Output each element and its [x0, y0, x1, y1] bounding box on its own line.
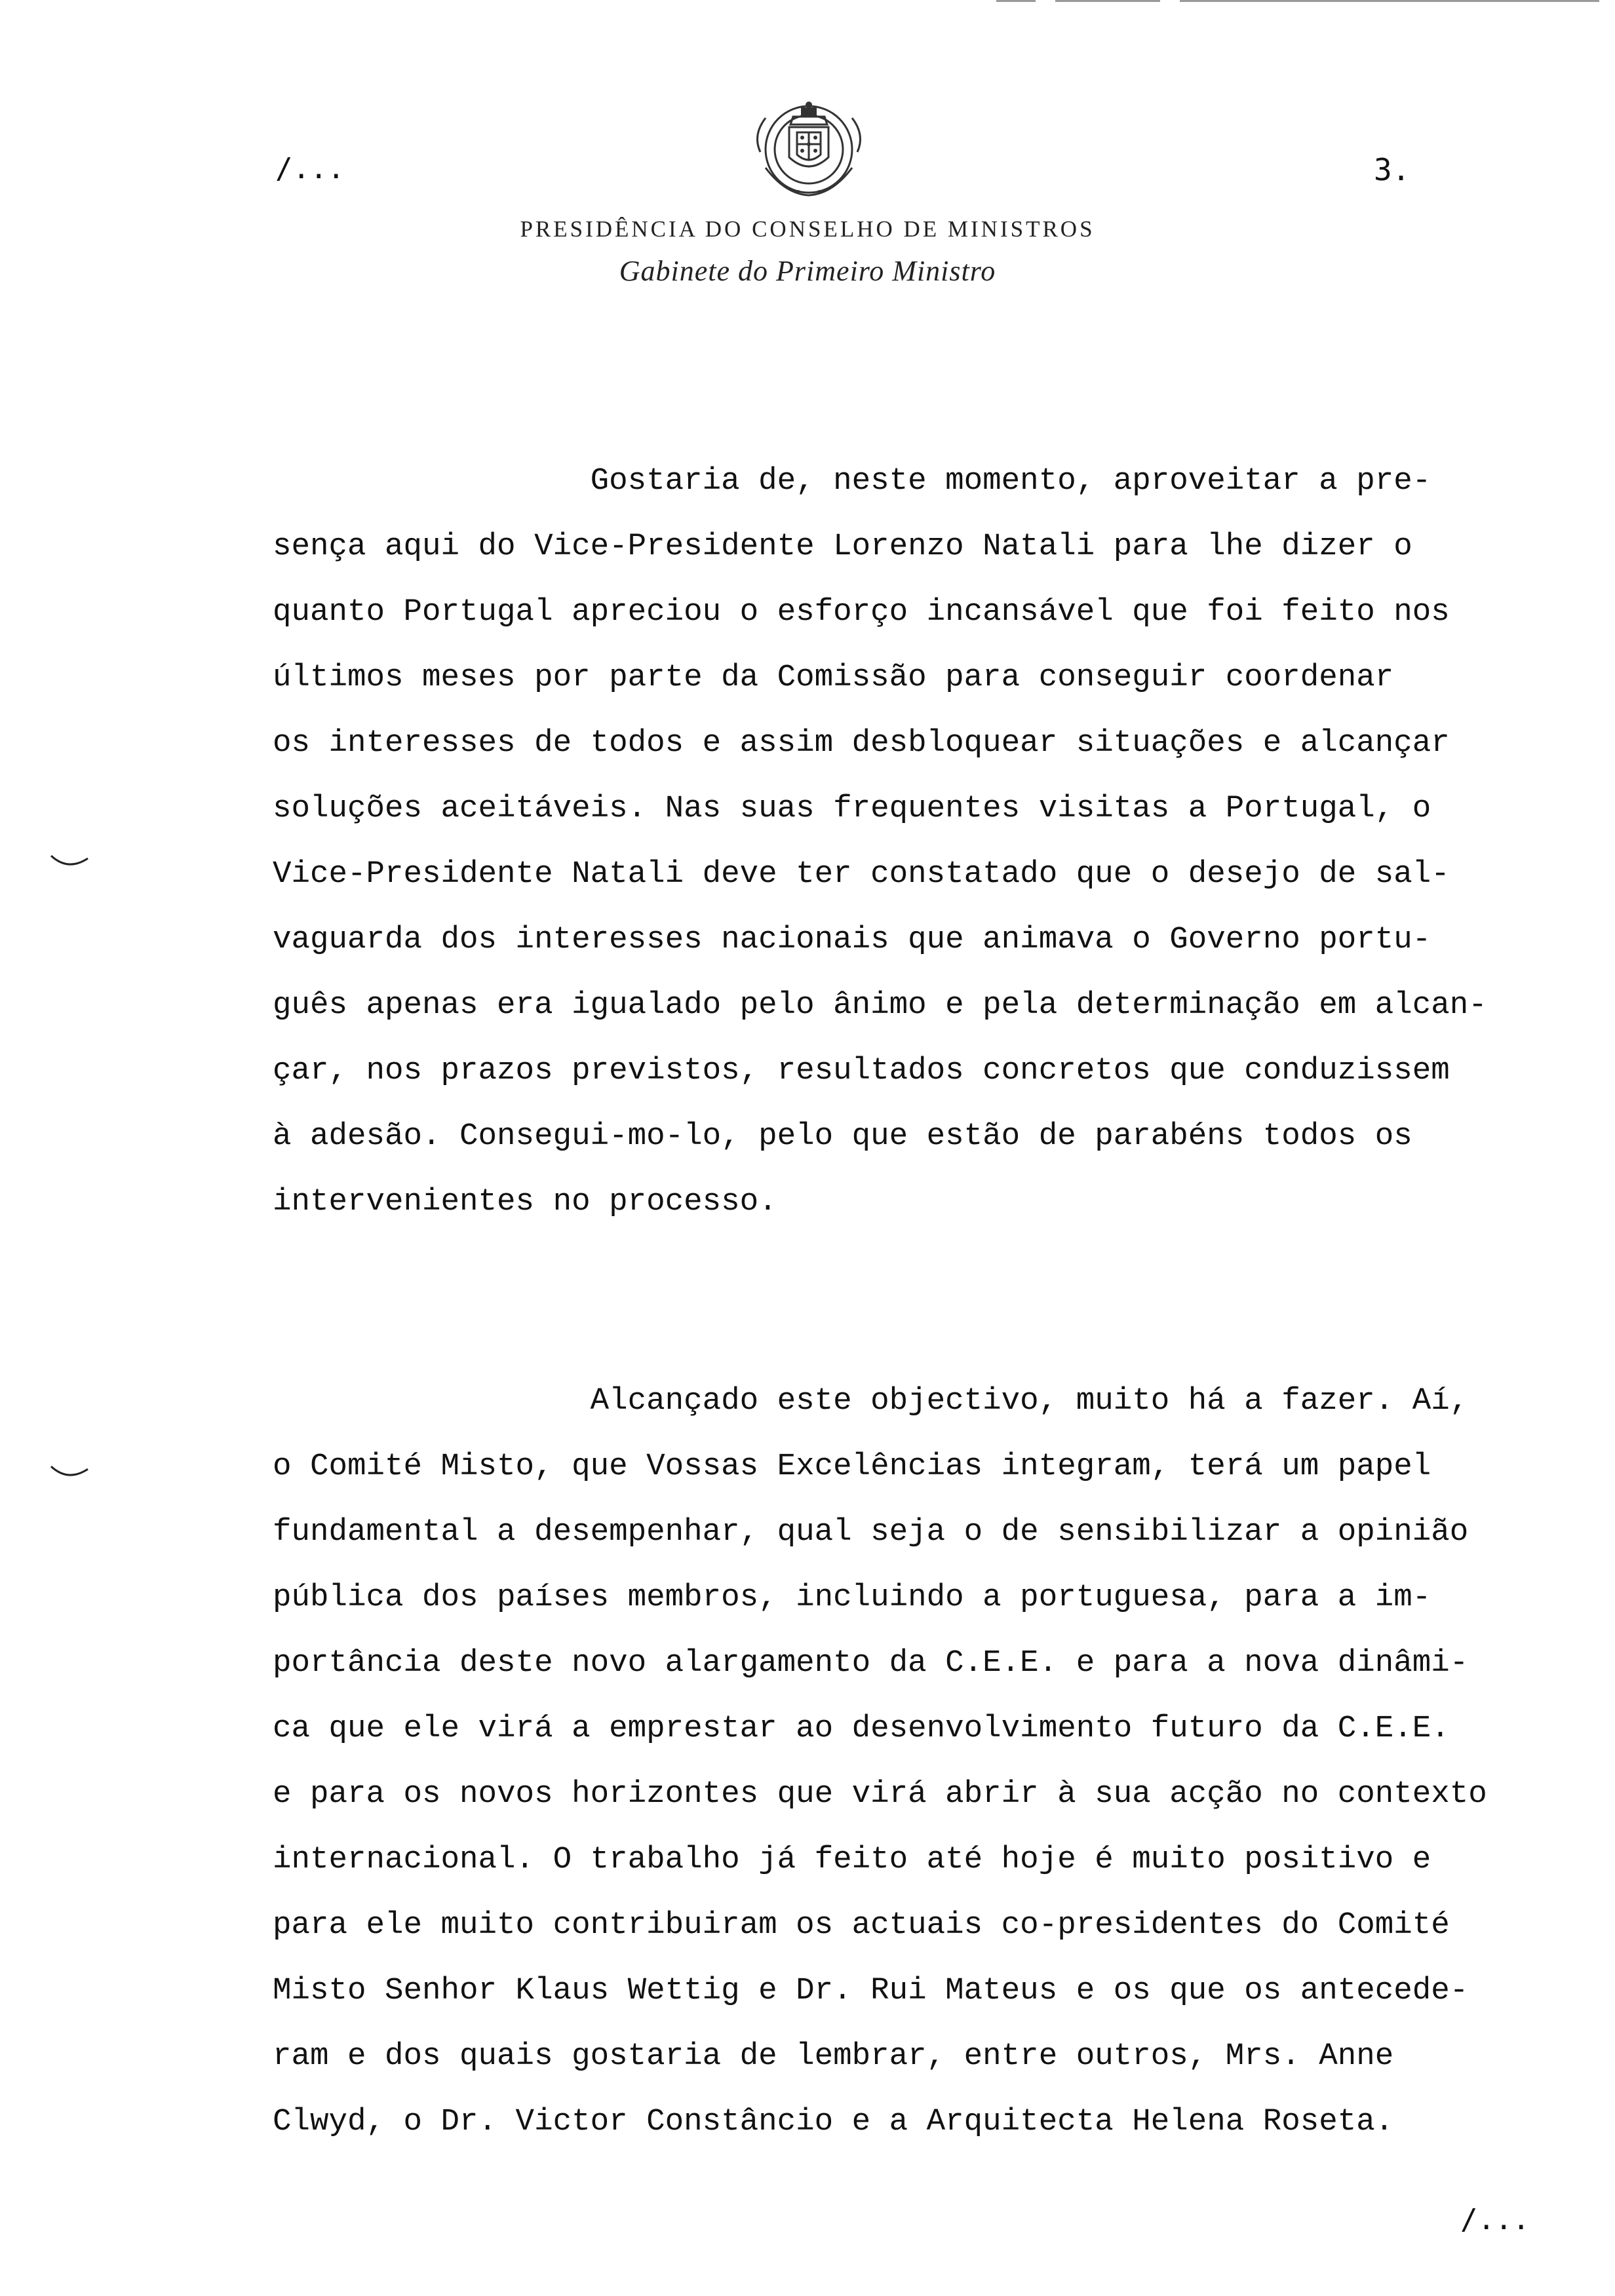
text-line: portância deste novo alargamento da C.E.E. e para a nova dinâmi-	[273, 1645, 1469, 1681]
text-line: Alcançado este objectivo, muito há a fazer. Aí,	[273, 1383, 1469, 1419]
text-line: o Comité Misto, que Vossas Excelências integram, terá um papel	[273, 1449, 1431, 1484]
text-line: vaguarda dos interesses nacionais que animava o Governo portu-	[273, 922, 1431, 957]
paragraph-2	[273, 1368, 1557, 2154]
text-line: à adesão. Consegui-mo-lo, pelo que estão de parabéns todos os	[273, 1119, 1412, 1154]
text-line: fundamental a desempenhar, qual seja o de sensibilizar a opinião	[273, 1514, 1469, 1550]
text-line: últimos meses por parte da Comissão para conseguir coordenar	[273, 660, 1394, 695]
scan-artifact-line	[996, 0, 1036, 2]
page-number: 3.	[1374, 152, 1411, 187]
office-heading: PRESIDÊNCIA DO CONSELHO DE MINISTROS	[520, 216, 1095, 242]
cabinet-subheading: Gabinete do Primeiro Ministro	[619, 255, 996, 287]
text-line: çar, nos prazos previstos, resultados concretos que conduzissem	[273, 1053, 1450, 1088]
text-line: Clwyd, o Dr. Victor Constâncio e a Arquitecta Helena Roseta.	[273, 2104, 1394, 2139]
scan-artifact-line	[1180, 0, 1599, 2]
text-line: Misto Senhor Klaus Wettig e Dr. Rui Mateus e os que os antecede-	[273, 1973, 1469, 2008]
text-line: internacional. O trabalho já feito até hoje é muito positivo e	[273, 1842, 1431, 1877]
text-line: soluções aceitáveis. Nas suas frequentes visitas a Portugal, o	[273, 791, 1431, 826]
coat-of-arms-seal-icon	[746, 89, 872, 208]
scan-artifact-line	[1055, 0, 1160, 2]
text-line: quanto Portugal apreciou o esforço incansável que foi feito nos	[273, 594, 1450, 630]
text-line: ram e dos quais gostaria de lembrar, entre outros, Mrs. Anne	[273, 2038, 1394, 2074]
text-line: guês apenas era igualado pelo ânimo e pela determinação em alcan-	[273, 987, 1487, 1023]
paragraph-1	[273, 448, 1557, 1234]
text-line: intervenientes no processo.	[273, 1184, 777, 1219]
text-line: sença aqui do Vice-Presidente Lorenzo Natali para lhe dizer o	[273, 529, 1412, 564]
text-line: pública dos países membros, incluindo a portuguesa, para a im-	[273, 1580, 1431, 1615]
text-line: e para os novos horizontes que virá abrir à sua acção no contexto	[273, 1776, 1487, 1812]
continuation-mark-bottom: /...	[1460, 2203, 1530, 2236]
text-line: os interesses de todos e assim desbloquear situações e alcançar	[273, 725, 1450, 761]
margin-tick-mark	[49, 852, 90, 871]
margin-tick-mark	[49, 1463, 90, 1482]
text-line: Gostaria de, neste momento, aproveitar a pre-	[273, 463, 1431, 499]
text-line: ca que ele virá a emprestar ao desenvolvimento futuro da C.E.E.	[273, 1711, 1450, 1746]
text-line: Vice-Presidente Natali deve ter constatado que o desejo de sal-	[273, 856, 1450, 892]
continuation-mark-top: /...	[275, 152, 345, 185]
text-line: para ele muito contribuiram os actuais co-presidentes do Comité	[273, 1907, 1450, 1943]
